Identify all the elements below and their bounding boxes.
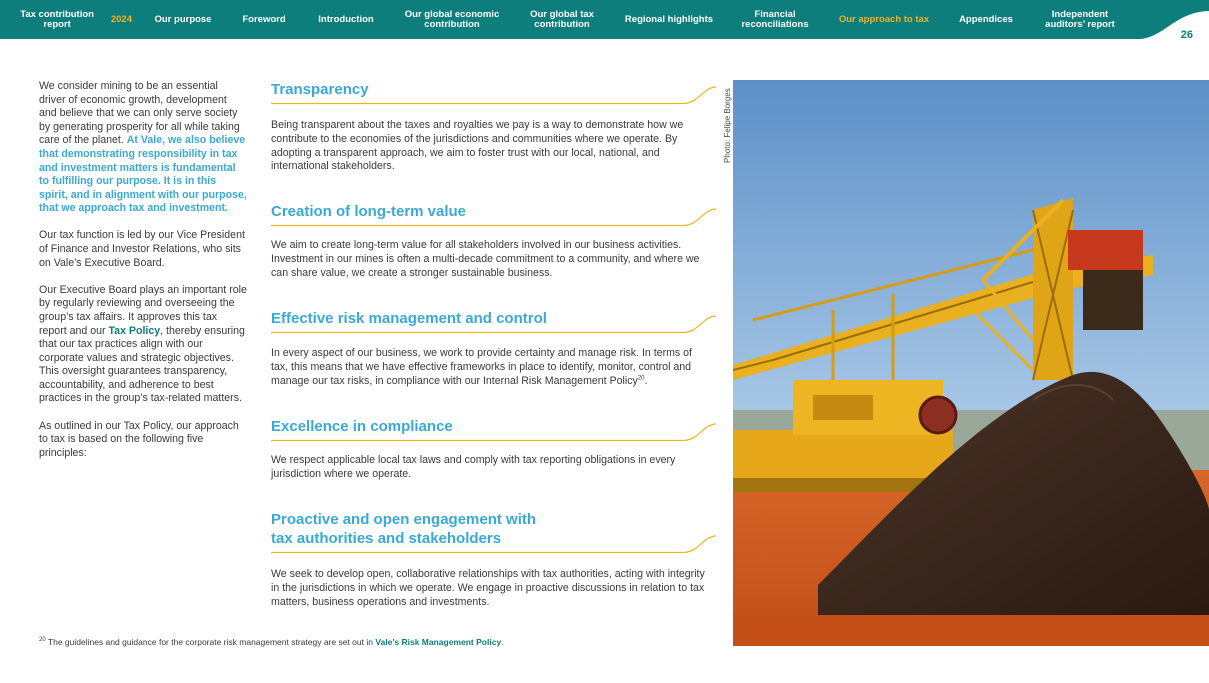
nav-global-tax-contribution[interactable] (517, 0, 607, 39)
intro-highlight: At Vale, we also believe that demonstrating responsibility in tax and investment matters is fundamental to fulfilling our purpose. It is in this spirit, and in alignment with our purpose, that we approach tax and investment. (39, 134, 247, 215)
principle-body: We seek to develop open, collaborative relationships with tax authorities, acting with integrity in the jurisdictions in which we operate. We engage in proactive discussions in relation to tax matters, business operations and investments. (271, 568, 705, 608)
footnote-end: . (501, 637, 504, 647)
footnote-number: 20 (39, 637, 46, 644)
report-title: Tax contribution report (20, 8, 94, 30)
nav-introduction[interactable] (310, 0, 382, 39)
nav-label: Appendices (959, 13, 1013, 25)
principle-title: Transparency (271, 81, 369, 98)
board-text: Our Executive Board plays an important role by regularly reviewing and overseeing the group’s tax affairs. It approves this tax report and our (39, 283, 247, 337)
principle-engagement (271, 510, 711, 608)
heading-underline (271, 421, 716, 443)
nav-label: Our global economic contribution (404, 8, 500, 30)
photo-credit-text: Photo: Felipe Borges (723, 88, 732, 163)
intro-text: We consider mining to be an essential driver of economic growth, development and believe that we can only serve society by generating prosperity for all while taking care of the planet. (39, 80, 240, 147)
mine-photo (733, 80, 1209, 646)
nav-regional-highlights[interactable] (622, 0, 716, 39)
principle-title: Proactive and open engagement with tax authorities and stakeholders (271, 511, 537, 547)
nav-our-purpose[interactable] (147, 0, 219, 39)
principle-risk-management (271, 309, 711, 387)
risk-management-policy-link[interactable]: Vale’s Risk Management Policy (375, 637, 502, 647)
nav-label: Our purpose (154, 13, 212, 25)
principle-title: Creation of long-term value (271, 203, 467, 220)
principle-compliance (271, 417, 711, 480)
heading-underline (271, 313, 716, 335)
executive-board-paragraph (39, 284, 247, 406)
stacker-reclaimer-illustration (733, 80, 1209, 646)
nav-financial-reconciliations[interactable] (733, 0, 817, 39)
nav-label: Our global tax contribution (530, 8, 594, 30)
nav-appendices[interactable] (950, 0, 1022, 39)
nav-label: Independent auditors’ report (1045, 8, 1115, 30)
principle-long-term-value (271, 202, 711, 279)
nav-report-title[interactable] (6, 0, 132, 39)
principle-title: Excellence in compliance (271, 418, 453, 435)
principle-body (271, 347, 711, 388)
principle-body-end: . (644, 374, 648, 387)
nav-independent-auditors-report[interactable] (1035, 0, 1125, 39)
nav-label: Foreword (242, 13, 286, 25)
nav-label: Introduction (318, 13, 374, 25)
footnote-text: The guidelines and guidance for the corporate risk management strategy are set out in (45, 637, 376, 647)
heading-underline (271, 533, 716, 555)
top-navigation (0, 0, 1209, 39)
tax-policy-link[interactable]: Tax Policy (108, 324, 161, 337)
intro-paragraph (39, 80, 247, 216)
footnote (39, 637, 504, 647)
page-corner-curve (1140, 0, 1209, 45)
principles-intro-paragraph: As outlined in our Tax Policy, our approach to tax is based on the following five principles: (39, 419, 239, 459)
nav-label: Financial reconciliations (741, 8, 809, 30)
principle-transparency (271, 80, 711, 173)
principle-body: Being transparent about the taxes and royalties we pay is a way to demonstrate how we contribute to the economies of the jurisdictions and communities where we operate. By adopting a transparent approach, we aim to foster trust with our local, national, and international stakeholders. (271, 119, 684, 173)
nav-our-approach-to-tax[interactable] (834, 0, 934, 39)
principle-title: Effective risk management and control (271, 310, 547, 327)
principle-body-text: In every aspect of our business, we work to provide certainty and manage risk. In terms of tax, this means that we have effective frameworks in place to identify, monitor, control and manage our tax risks, in compliance with our Internal Risk Management Policy (271, 347, 693, 387)
report-year: 2024 (110, 13, 132, 25)
footnote-ref: 20 (637, 375, 645, 382)
nav-label: Our approach to tax (838, 13, 930, 25)
page-number: 26 (1180, 29, 1193, 41)
tax-function-paragraph: Our tax function is led by our Vice President of Finance and Investor Relations, who sits on Vale’s Executive Board. (39, 229, 245, 269)
nav-global-economic-contribution[interactable] (398, 0, 506, 39)
principle-body: We aim to create long-term value for all stakeholders involved in our business activities. Investment in our mines is often a multi-decade commitment to a community, and where we can share value, we create a stronger sustainable business. (271, 239, 700, 279)
board-text-end: , thereby ensuring that our tax practices align with our corporate values and strategic objectives. This oversight guarantees transparency, accountability, and adherence to best practices in the group’s tax-related matters. (39, 324, 245, 405)
nav-label: Regional highlights (624, 13, 714, 25)
heading-underline (271, 206, 716, 228)
photo-credit (723, 80, 733, 170)
heading-underline (271, 84, 716, 106)
nav-foreword[interactable] (234, 0, 294, 39)
principle-body: We respect applicable local tax laws and comply with tax reporting obligations in every jurisdiction where we operate. (271, 454, 676, 480)
intro-column (39, 80, 247, 474)
